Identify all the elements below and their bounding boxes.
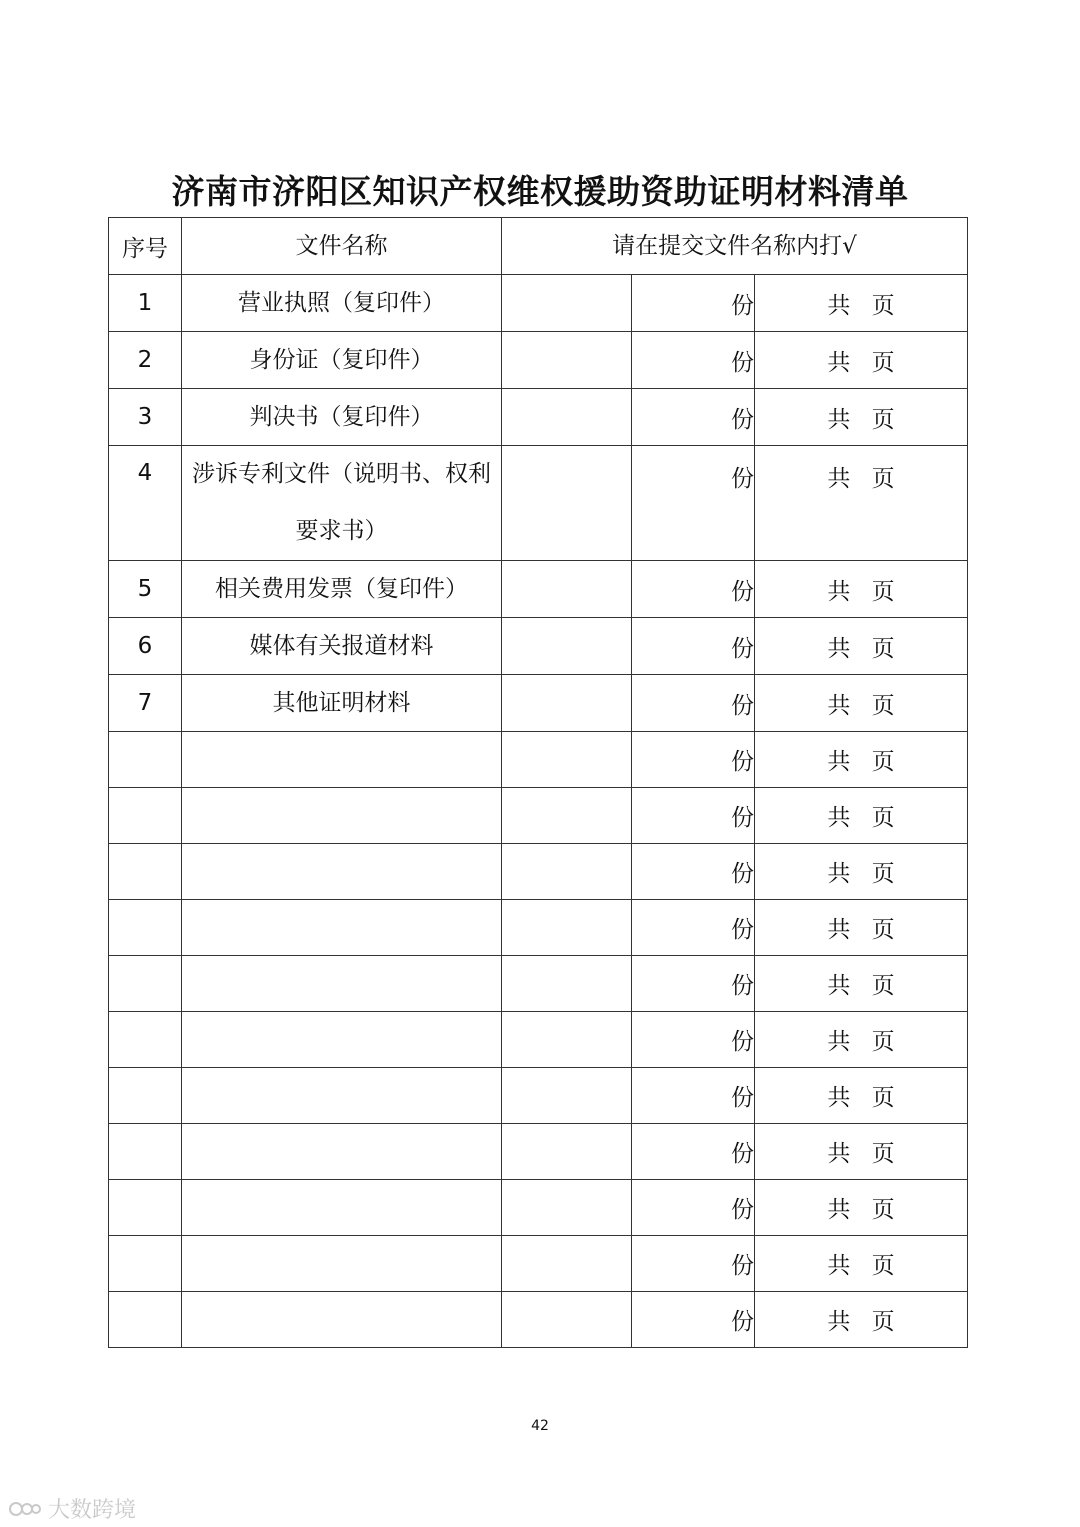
- header-check: 请在提交文件名称内打√: [502, 218, 968, 275]
- row-copies: 份: [632, 561, 755, 618]
- row-pages: 共 页: [755, 446, 968, 561]
- row-seq: [109, 1292, 182, 1348]
- row-copies: 份: [632, 618, 755, 675]
- row-copies: 份: [632, 675, 755, 732]
- row-check-box: [502, 1292, 632, 1348]
- row-check-box: [502, 1012, 632, 1068]
- row-copies: 份: [632, 900, 755, 956]
- page-number: 42: [531, 1418, 549, 1434]
- row-copies: 份: [632, 1068, 755, 1124]
- row-file-name: 涉诉专利文件（说明书、权利要求书）: [182, 446, 502, 561]
- table-row: [109, 561, 968, 618]
- watermark-logo-icon: [8, 1498, 42, 1520]
- table-row: [109, 389, 968, 446]
- row-file-name: 媒体有关报道材料: [182, 618, 502, 675]
- table-row: [109, 788, 968, 844]
- watermark: [8, 1493, 136, 1524]
- table-row: [109, 900, 968, 956]
- row-file-name: [182, 732, 502, 788]
- watermark-text: 大数跨境: [48, 1498, 137, 1523]
- row-seq: 4: [109, 446, 182, 561]
- document-title: 济南市济阳区知识产权维权援助资助证明材料清单: [171, 172, 909, 211]
- row-check-box: [502, 446, 632, 561]
- row-file-name: [182, 956, 502, 1012]
- row-pages: 共 页: [755, 1292, 968, 1348]
- row-check-box: [502, 732, 632, 788]
- row-seq: 1: [109, 275, 182, 332]
- row-seq: [109, 956, 182, 1012]
- row-check-box: [502, 275, 632, 332]
- row-copies: 份: [632, 275, 755, 332]
- row-pages: 共 页: [755, 675, 968, 732]
- row-copies: 份: [632, 389, 755, 446]
- row-check-box: [502, 1068, 632, 1124]
- row-pages: 共 页: [755, 956, 968, 1012]
- row-file-name: [182, 900, 502, 956]
- row-file-name: [182, 1292, 502, 1348]
- row-seq: [109, 1124, 182, 1180]
- row-file-name: 营业执照（复印件）: [182, 275, 502, 332]
- row-check-box: [502, 900, 632, 956]
- row-pages: 共 页: [755, 332, 968, 389]
- table-row: [109, 675, 968, 732]
- table-row: [109, 618, 968, 675]
- table-row: [109, 446, 968, 561]
- row-pages: 共 页: [755, 1124, 968, 1180]
- row-seq: [109, 1236, 182, 1292]
- table-row: [109, 1236, 968, 1292]
- row-check-box: [502, 332, 632, 389]
- row-copies: 份: [632, 446, 755, 561]
- table-row: [109, 1068, 968, 1124]
- table-row: [109, 1012, 968, 1068]
- row-pages: 共 页: [755, 561, 968, 618]
- row-seq: [109, 900, 182, 956]
- row-copies: 份: [632, 956, 755, 1012]
- row-pages: 共 页: [755, 389, 968, 446]
- row-check-box: [502, 389, 632, 446]
- row-copies: 份: [632, 1236, 755, 1292]
- table-row: [109, 956, 968, 1012]
- row-check-box: [502, 788, 632, 844]
- row-copies: 份: [632, 1292, 755, 1348]
- row-pages: 共 页: [755, 618, 968, 675]
- table-row: [109, 1292, 968, 1348]
- table-header-row: [109, 218, 968, 275]
- row-file-name: [182, 844, 502, 900]
- row-file-name: [182, 1180, 502, 1236]
- row-seq: [109, 1068, 182, 1124]
- row-file-name: [182, 1068, 502, 1124]
- row-pages: 共 页: [755, 900, 968, 956]
- row-check-box: [502, 675, 632, 732]
- materials-table: [108, 217, 968, 1348]
- row-seq: [109, 844, 182, 900]
- row-check-box: [502, 618, 632, 675]
- table-row: [109, 844, 968, 900]
- row-check-box: [502, 561, 632, 618]
- header-seq: 序号: [109, 218, 182, 275]
- row-pages: 共 页: [755, 732, 968, 788]
- row-check-box: [502, 844, 632, 900]
- table-row: [109, 1124, 968, 1180]
- row-copies: 份: [632, 732, 755, 788]
- row-file-name: 相关费用发票（复印件）: [182, 561, 502, 618]
- row-file-name: [182, 1236, 502, 1292]
- row-pages: 共 页: [755, 1012, 968, 1068]
- row-check-box: [502, 1236, 632, 1292]
- row-copies: 份: [632, 788, 755, 844]
- table-row: [109, 332, 968, 389]
- row-seq: [109, 1180, 182, 1236]
- row-check-box: [502, 1124, 632, 1180]
- table-row: [109, 275, 968, 332]
- row-seq: 5: [109, 561, 182, 618]
- row-seq: [109, 1012, 182, 1068]
- row-pages: 共 页: [755, 788, 968, 844]
- row-copies: 份: [632, 844, 755, 900]
- row-seq: 7: [109, 675, 182, 732]
- row-file-name: [182, 1012, 502, 1068]
- row-pages: 共 页: [755, 275, 968, 332]
- header-file-name: 文件名称: [182, 218, 502, 275]
- row-file-name: [182, 1124, 502, 1180]
- row-seq: [109, 788, 182, 844]
- row-check-box: [502, 1180, 632, 1236]
- row-copies: 份: [632, 1124, 755, 1180]
- row-check-box: [502, 956, 632, 1012]
- row-seq: 2: [109, 332, 182, 389]
- row-pages: 共 页: [755, 1068, 968, 1124]
- row-file-name: [182, 788, 502, 844]
- table-row: [109, 1180, 968, 1236]
- row-pages: 共 页: [755, 1236, 968, 1292]
- row-seq: 3: [109, 389, 182, 446]
- row-file-name: 判决书（复印件）: [182, 389, 502, 446]
- row-file-name: 身份证（复印件）: [182, 332, 502, 389]
- row-copies: 份: [632, 332, 755, 389]
- row-file-name: 其他证明材料: [182, 675, 502, 732]
- row-copies: 份: [632, 1012, 755, 1068]
- row-pages: 共 页: [755, 844, 968, 900]
- table-row: [109, 732, 968, 788]
- row-copies: 份: [632, 1180, 755, 1236]
- row-seq: 6: [109, 618, 182, 675]
- row-pages: 共 页: [755, 1180, 968, 1236]
- row-seq: [109, 732, 182, 788]
